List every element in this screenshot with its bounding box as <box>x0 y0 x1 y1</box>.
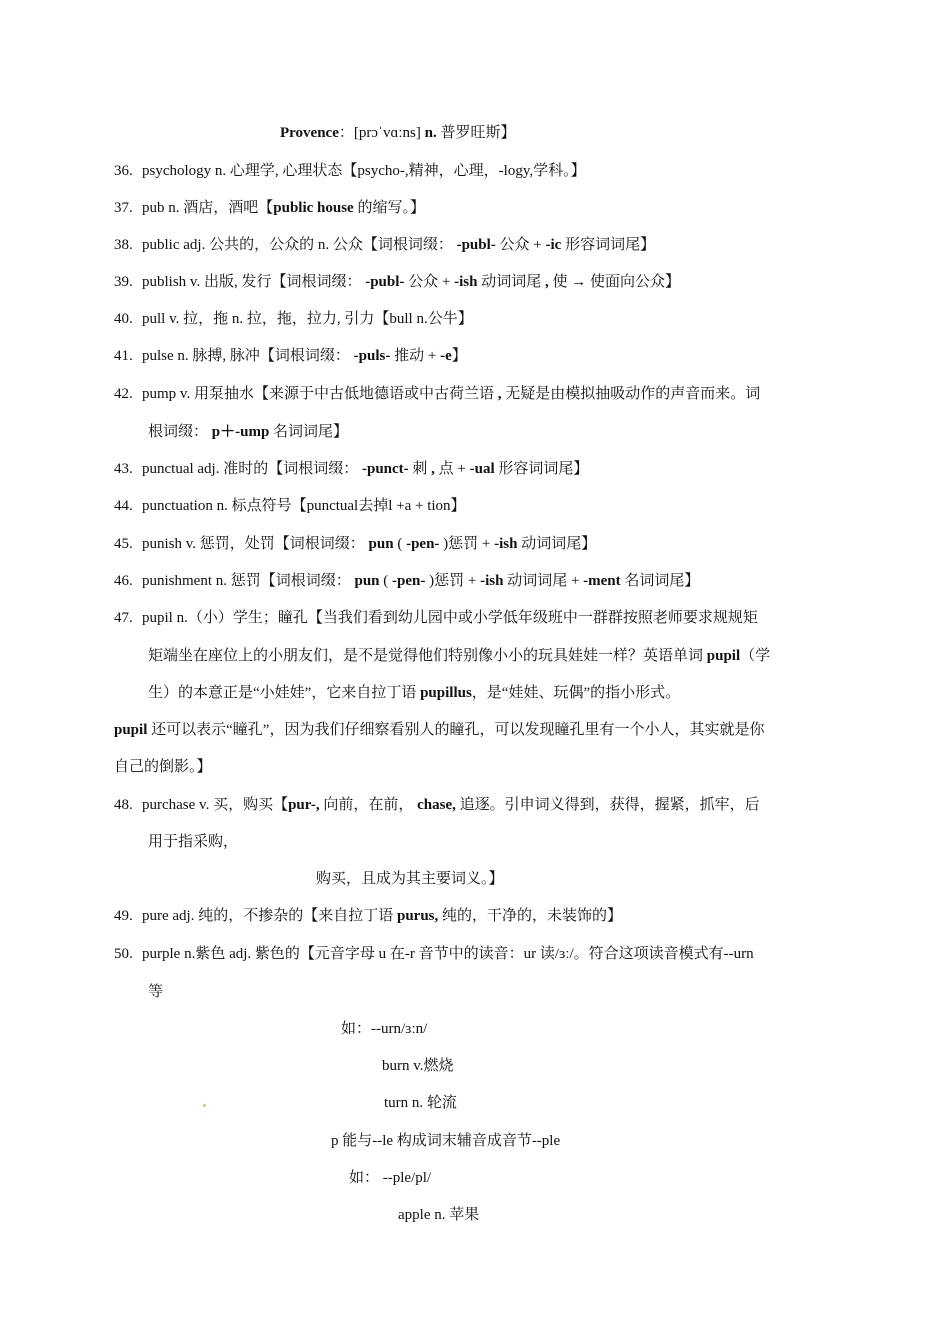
text: ：[prɔˈvɑːns] <box>338 125 425 141</box>
entry-number: 44. <box>114 498 133 514</box>
example-urn <box>341 1019 427 1039</box>
example-ple <box>349 1168 431 1188</box>
entry-48-cont-1 <box>148 832 238 852</box>
entry-number: 50. <box>114 946 133 962</box>
text: p 能与--le 构成词末辅音成音节--ple <box>331 1133 561 1149</box>
stray-dot <box>203 1104 206 1107</box>
text: punishment n. 惩罚【词根词缀： <box>142 573 355 589</box>
text: pump v. 用泵抽水【来源于中古低地德语或中古荷兰语 <box>142 386 498 402</box>
entry-48 <box>114 795 760 815</box>
text: purple n.紫色 adj. 紫色的【元音字母 u 在-r 音节中的读音：ur 读/ɜː/。符合这项读音模式有--urn <box>142 946 754 962</box>
entry-50 <box>114 944 754 964</box>
text: 的缩写。】 <box>353 200 425 216</box>
entry-number: 48. <box>114 797 133 813</box>
entry-provence <box>280 123 515 143</box>
text: publish v. 出版, 发行【词根词缀： <box>142 274 366 290</box>
text: 矩端坐在座位上的小朋友们，是不是觉得他们特别像小小的玩具娃娃一样？英语单词 <box>148 648 707 664</box>
text: 动词词尾 <box>477 274 545 290</box>
text-bold: n. <box>424 125 437 141</box>
text: 形容词词尾】 <box>561 237 656 253</box>
text-bold: -ish <box>494 536 518 552</box>
example-ple-rule <box>331 1131 560 1151</box>
entry-47 <box>114 608 758 628</box>
text: public adj. 公共的，公众的 n. 公众【词根词缀： <box>142 237 457 253</box>
text-bold: pun <box>354 573 380 589</box>
entry-number: 47. <box>114 610 133 626</box>
text: 购买，且成为其主要词义。】 <box>316 871 504 887</box>
text: 公众 + <box>404 274 455 290</box>
text: 名词词尾】 <box>269 424 349 440</box>
text: 根词缀： <box>148 424 212 440</box>
text: 自己的倒影。】 <box>114 759 212 775</box>
entry-50-cont <box>148 982 163 1002</box>
text: 推动 + <box>390 348 441 364</box>
text: 普罗旺斯】 <box>436 125 516 141</box>
text-bold: purus, <box>396 908 439 924</box>
pupil-paragraph <box>114 720 764 740</box>
text: )惩罚 + <box>425 573 481 589</box>
text: apple n. 苹果 <box>398 1207 480 1223</box>
entry-45 <box>114 534 596 554</box>
entry-number: 40. <box>114 311 133 327</box>
text: 名词词尾】 <box>620 573 700 589</box>
entry-number: 38. <box>114 237 133 253</box>
entry-number: 49. <box>114 908 133 924</box>
entry-48-cont-2 <box>316 869 504 889</box>
text: 还可以表示“瞳孔”，因为我们仔细察看别人的瞳孔，可以发现瞳孔里有一个小人，其实就是你 <box>147 722 765 738</box>
text-bold: -ment <box>583 573 621 589</box>
text-bold: -publ- <box>365 274 405 290</box>
text: 等 <box>148 984 164 1000</box>
text-bold: -puls- <box>353 348 391 364</box>
entry-42 <box>114 384 760 404</box>
pupil-paragraph-cont <box>114 757 212 777</box>
text-bold: -e <box>440 348 452 364</box>
entry-number: 37. <box>114 200 133 216</box>
text: 向前，在前， <box>319 797 418 813</box>
text-bold: pun <box>368 536 394 552</box>
text: pub n. 酒店，酒吧【 <box>142 200 274 216</box>
text: purchase v. 买，购买【 <box>142 797 289 813</box>
text: （学 <box>740 648 771 664</box>
text: pupil n.（小）学生；瞳孔【当我们看到幼儿园中或小学低年级班中一群群按照老师要求规规矩 <box>142 610 758 626</box>
entry-37 <box>114 198 425 218</box>
entry-number: 43. <box>114 461 133 477</box>
text: turn n. 轮流 <box>384 1095 457 1111</box>
text-bold: pur-, <box>288 797 320 813</box>
text: ( <box>393 536 407 552</box>
text: burn v.燃烧 <box>382 1058 454 1074</box>
text: pull v. 拉，拖 n. 拉，拖，拉力, 引力【bull n.公牛】 <box>142 311 473 327</box>
text-bold: , <box>544 274 549 290</box>
entry-42-cont <box>148 422 348 442</box>
text-bold: -ual <box>469 461 495 477</box>
entry-number: 45. <box>114 536 133 552</box>
entry-number: 41. <box>114 348 133 364</box>
text: 生）的本意正是“小娃娃”，它来自拉丁语 <box>148 685 421 701</box>
entry-number: 39. <box>114 274 133 290</box>
entry-49 <box>114 906 622 926</box>
text-bold: , <box>431 461 435 477</box>
text: punish v. 惩罚，处罚【词根词缀： <box>142 536 369 552</box>
entry-41 <box>114 346 467 366</box>
text: 点 + <box>434 461 470 477</box>
text: 如：--urn/ɜːn/ <box>341 1021 428 1037</box>
text: 公众 + <box>495 237 546 253</box>
text-bold: -ish <box>454 274 478 290</box>
text: psychology n. 心理学, 心理状态【psycho-,精神，心理，-logy,学科。】 <box>142 163 586 179</box>
text: 追逐。引申词义得到，获得，握紧，抓牢，后 <box>455 797 760 813</box>
text: pure adj. 纯的，不掺杂的【来自拉丁语 <box>142 908 397 924</box>
entry-40 <box>114 309 473 329</box>
entry-39 <box>114 272 680 292</box>
text: )惩罚 + <box>439 536 495 552</box>
text-bold: -ic <box>545 237 562 253</box>
text: 无疑是由模拟抽吸动作的声音而来。词 <box>501 386 761 402</box>
text: 如： --ple/pl/ <box>349 1170 432 1186</box>
text: 动词词尾】 <box>517 536 597 552</box>
entry-36 <box>114 161 586 181</box>
text-bold: -publ- <box>456 237 496 253</box>
text-bold: pupillus <box>420 685 472 701</box>
text: pulse n. 脉搏, 脉冲【词根词缀： <box>142 348 354 364</box>
entry-47-cont-1 <box>148 646 770 666</box>
entry-number: 46. <box>114 573 133 589</box>
text: punctual adj. 准时的【词根词缀： <box>142 461 362 477</box>
example-apple <box>398 1205 479 1225</box>
text-bold: public house <box>273 200 354 216</box>
text-bold: pupil <box>706 648 741 664</box>
entry-number: 42. <box>114 386 133 402</box>
text-bold: p＋-ump <box>211 424 270 440</box>
text-bold: , <box>497 386 502 402</box>
example-turn <box>384 1093 457 1113</box>
text-bold: chase, <box>417 797 456 813</box>
text: 】 <box>451 348 467 364</box>
text-bold: -ish <box>480 573 504 589</box>
entry-number: 36. <box>114 163 133 179</box>
entry-44 <box>114 496 466 516</box>
text-bold: -pen- <box>392 573 426 589</box>
entry-38 <box>114 235 655 255</box>
text: ( <box>379 573 393 589</box>
text: 动词词尾 + <box>503 573 584 589</box>
text: 纯的，干净的，未装饰的】 <box>438 908 623 924</box>
text: punctuation n. 标点符号【punctual去掉l +a + tion】 <box>142 498 466 514</box>
text: 刺 <box>408 461 432 477</box>
text: 使 → 使面向公众】 <box>548 274 680 290</box>
text: 形容词词尾】 <box>494 461 589 477</box>
entry-43 <box>114 459 588 479</box>
text: 用于指采购， <box>148 834 239 850</box>
entry-47-cont-2 <box>148 683 680 703</box>
entry-46 <box>114 571 699 591</box>
text-bold: -punct- <box>361 461 409 477</box>
text: ，是“娃娃、玩偶”的指小形式。 <box>471 685 681 701</box>
example-burn <box>382 1056 454 1076</box>
text-bold: pupil <box>114 722 148 738</box>
headword: Provence <box>280 125 339 141</box>
text-bold: -pen- <box>406 536 440 552</box>
